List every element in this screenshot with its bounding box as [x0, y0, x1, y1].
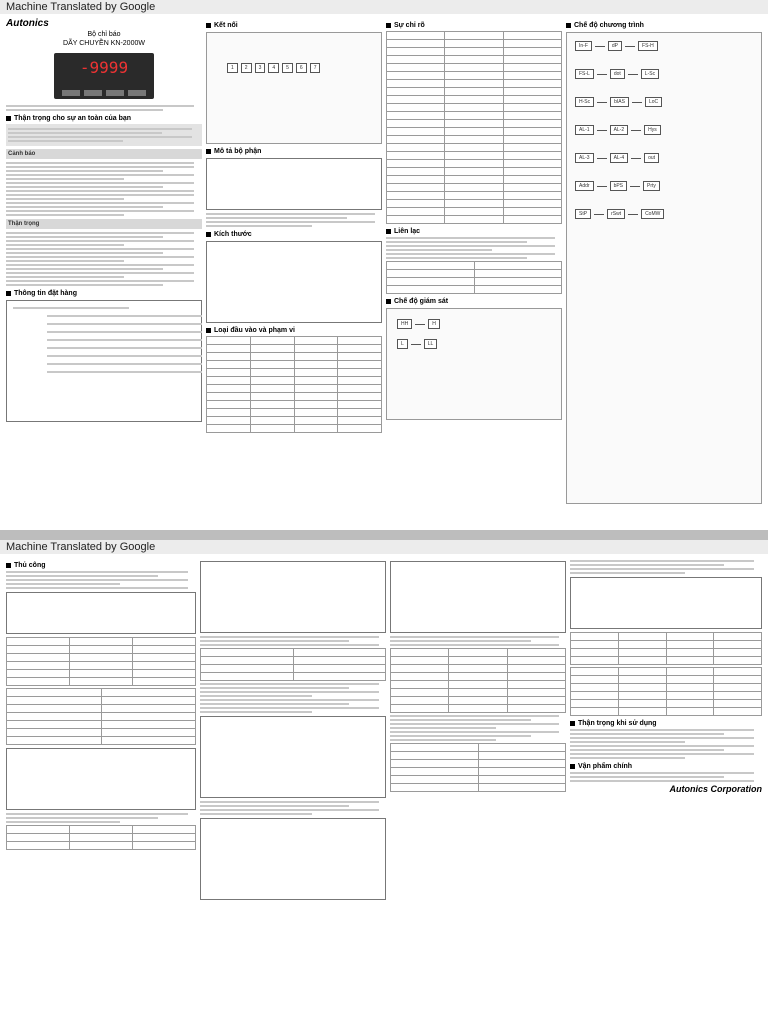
factory-default-table	[570, 667, 762, 716]
section-manual: Thủ công	[6, 562, 196, 569]
manual-page-2	[0, 554, 768, 1024]
section-specs: Sự chỉ rõ	[386, 22, 562, 29]
page2-column-4	[570, 558, 762, 1020]
product-title: Bộ chỉ báo	[87, 31, 121, 38]
hold-graph	[200, 818, 386, 900]
mode-table	[6, 688, 196, 745]
section-input-type: Loại đầu vào và phạm vi	[206, 327, 382, 334]
section-param: Chế độ chương trình	[566, 22, 762, 29]
page1-column-3	[386, 18, 562, 526]
translation-banner: Machine Translated by Google	[0, 0, 768, 14]
section-parts: Mô tả bộ phận	[206, 148, 382, 155]
display-diagram	[200, 561, 386, 633]
scaling-graph	[6, 592, 196, 634]
graph-chart	[200, 716, 386, 798]
input-type-table	[206, 336, 382, 433]
function-table	[6, 637, 196, 686]
section-product-list: Vận phẩm chính	[570, 763, 762, 770]
monitor-mode-chart: HH H L LL	[386, 308, 562, 420]
alarm-table	[390, 648, 566, 713]
spec-table	[386, 31, 562, 224]
error-table	[570, 632, 762, 665]
page1-column-1	[6, 18, 202, 526]
caution-heading: Thận trọng	[6, 219, 202, 229]
brand-logo: Autonics	[6, 18, 49, 29]
ordering-diagram	[6, 300, 202, 422]
key-table	[6, 825, 196, 850]
product-series: DÃY CHUYỀN KN-2000W	[63, 40, 145, 47]
page2-column-3	[390, 558, 566, 1020]
linear-graph	[390, 561, 566, 633]
section-ordering: Thông tin đặt hàng	[6, 290, 202, 297]
comm-table	[390, 743, 566, 792]
contact-table	[386, 261, 562, 294]
program-flowchart: In-F dP FS-H FS-L dot L-Sc H-Sc bIAS LoC AL-1 AL-2 Hys AL-3 AL-4 out Addr bPS Prty StP rSwt CoMW	[566, 32, 762, 504]
indicator-device-image	[54, 53, 154, 99]
output-table	[200, 648, 386, 681]
translation-banner-2: Machine Translated by Google	[0, 540, 768, 554]
section-safety: Thận trọng cho sự an toàn của bạn	[6, 115, 202, 122]
wiring-diagram: 1 2 3 4 5 6 7	[206, 32, 382, 144]
warning-heading: Cảnh báo	[6, 149, 202, 159]
page2-column-1	[6, 558, 196, 1020]
section-monitor: Chế độ giám sát	[386, 298, 562, 305]
setting-diagram	[570, 577, 762, 629]
device-display: -9999	[79, 58, 129, 77]
manual-page-1	[0, 14, 768, 530]
section-install: Thận trọng khi sử dụng	[570, 720, 762, 727]
parts-diagram	[206, 158, 382, 210]
page1-column-2	[206, 18, 382, 526]
page2-column-2	[200, 558, 386, 1020]
section-contact: Liên lạc	[386, 228, 562, 235]
page1-column-4	[566, 18, 762, 526]
dimension-drawing	[206, 241, 382, 323]
section-connection: Kết nối	[206, 22, 382, 29]
footer-brand-logo: Autonics Corporation	[669, 784, 762, 794]
timing-diagram	[6, 748, 196, 810]
section-dimensions: Kích thước	[206, 231, 382, 238]
